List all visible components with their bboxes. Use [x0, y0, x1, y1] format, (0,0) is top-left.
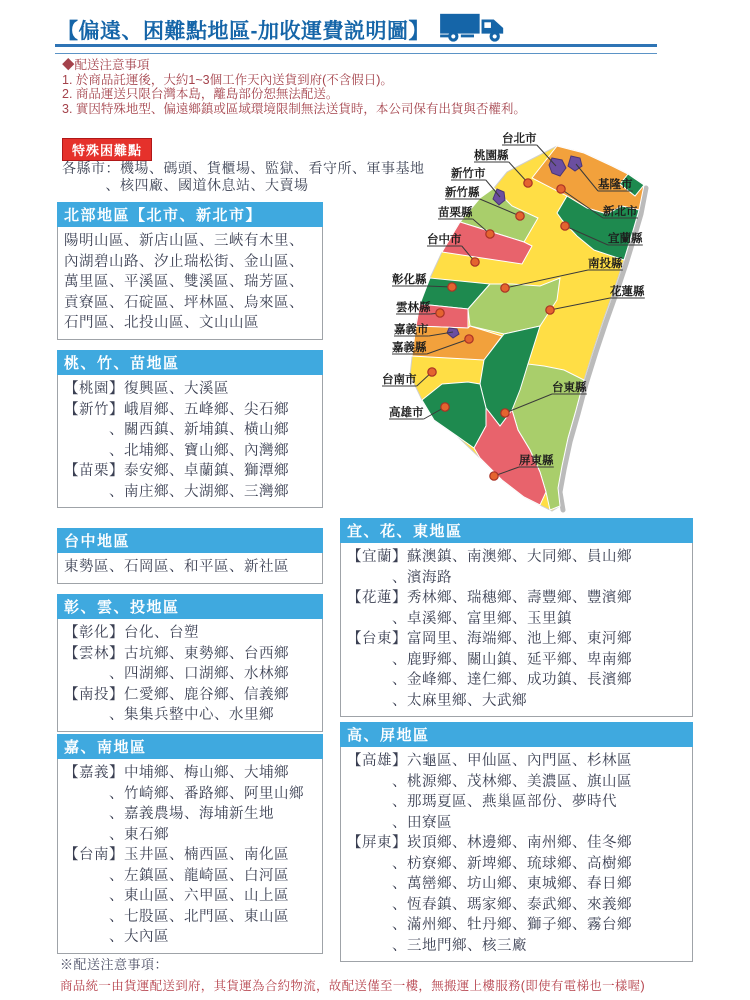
- region-box-title: 高、屏地區: [340, 722, 693, 747]
- svg-text:新北市: 新北市: [603, 206, 638, 218]
- region-box-title: 嘉、南地區: [57, 734, 323, 759]
- svg-text:花蓮縣: 花蓮縣: [610, 286, 645, 298]
- svg-text:台中市: 台中市: [427, 234, 462, 246]
- region-line: 、田寮區: [347, 814, 452, 831]
- region-line: 、南庄鄉、大湖鄉、三灣鄉: [64, 483, 289, 500]
- region-line: 【花蓮】秀林鄉、瑞穗鄉、壽豐鄉、豐濱鄉: [347, 590, 632, 606]
- region-line: 、集集兵整中心、水里鄉: [64, 707, 274, 723]
- region-line: 、竹崎鄉、番路鄉、阿里山鄉: [64, 785, 304, 802]
- region-line: 、大內區: [64, 929, 169, 945]
- region-box-body: [340, 543, 693, 717]
- region-box-title: 台中地區: [57, 528, 323, 553]
- region-line: 內湖碧山路、汐止瑞松街、金山區、: [64, 253, 304, 270]
- region-line: 、四湖鄉、口湖鄉、水林鄉: [64, 666, 289, 682]
- region-box-body: [57, 619, 323, 732]
- svg-text:彰化縣: 彰化縣: [392, 274, 427, 286]
- header: [57, 11, 510, 48]
- note-item: 2. 商品運送只限台灣本島，離島部份恕無法配送。: [62, 87, 339, 101]
- svg-text:南投縣: 南投縣: [588, 258, 623, 270]
- notes-heading: ◆配送注意事項: [62, 58, 150, 72]
- region-line: 【嘉義】中埔鄉、梅山鄉、大埔鄉: [64, 765, 289, 781]
- svg-text:新竹市: 新竹市: [451, 168, 486, 180]
- footer-notes: [60, 954, 645, 994]
- note-item: 1. 於商品託運後，大約1~3個工作天內送貨到府(不含假日)。: [62, 72, 393, 87]
- region-box-body: [57, 759, 323, 954]
- region-line: 【台南】玉井區、楠西區、南化區: [64, 847, 289, 863]
- region-line: 、那瑪夏區、燕巢區部份、夢時代: [347, 794, 617, 810]
- special-line: 、核四廠、國道休息站、大賣場: [62, 176, 309, 193]
- notes-list: [62, 73, 526, 117]
- region-line: 【高雄】六龜區、甲仙區、內門區、杉林區: [347, 753, 632, 769]
- region-box-title: 北部地區【北市、新北市】: [57, 202, 323, 227]
- region-line: 【台東】富岡里、海端鄉、池上鄉、東河鄉: [347, 631, 632, 647]
- svg-text:宜蘭縣: 宜蘭縣: [608, 233, 643, 245]
- region-line: 、濱海路: [347, 569, 452, 586]
- region-line: 【雲林】古坑鄉、東勢鄉、台西鄉: [64, 645, 289, 662]
- region-line: 、太麻里鄉、大武鄉: [347, 692, 527, 709]
- region-line: 、三地門鄉、核三廠: [347, 937, 527, 954]
- region-box-tao-zhu-miao: [57, 350, 323, 508]
- region-line: 、金峰鄉、達仁鄉、成功鎮、長濱鄉: [347, 672, 632, 688]
- region-line: 【新竹】峨眉鄉、五峰鄉、尖石鄉: [64, 401, 289, 418]
- delivery-notes: [62, 58, 526, 116]
- region-box-yi-hua-dong: [340, 518, 693, 717]
- footer-text: 商品統一由貨運配送到府，其貨運為合約物流，故配送僅至一樓，無搬運上樓服務(即使有電梯也一樣喔): [60, 979, 645, 993]
- region-line: 【苗栗】泰安鄉、卓蘭鎮、獅潭鄉: [64, 463, 289, 479]
- region-line: 【南投】仁愛鄉、鹿谷鄉、信義鄉: [64, 686, 289, 703]
- region-line: 、東石鄉: [64, 826, 169, 843]
- footer-heading: ※配送注意事項：: [60, 957, 169, 972]
- region-line: 、七股區、北門區、東山區: [64, 908, 289, 925]
- region-box-title: 宜、花、東地區: [340, 518, 693, 543]
- region-line: 【桃園】復興區、大溪區: [64, 381, 229, 397]
- svg-text:桃園縣: 桃園縣: [474, 150, 509, 162]
- region-line: 、恆春鎮、瑪家鄉、泰武鄉、來義鄉: [347, 896, 632, 913]
- region-line: 【屏東】崁頂鄉、林邊鄉、南州鄉、佳冬鄉: [347, 835, 632, 851]
- special-points-lines: [62, 160, 425, 193]
- region-line: 、卓溪鄉、富里鄉、玉里鎮: [347, 610, 572, 627]
- title-divider: [55, 44, 657, 54]
- region-line: 萬里區、平溪區、雙溪區、瑞芳區、: [64, 274, 304, 290]
- region-box-north: [57, 202, 323, 340]
- region-box-body: [57, 227, 323, 340]
- region-line: 【宜蘭】蘇澳鎮、南澳鄉、大同鄉、員山鄉: [347, 549, 632, 565]
- region-line: 、鹿野鄉、關山鎮、延平鄉、卑南鄉: [347, 651, 632, 668]
- svg-text:新竹縣: 新竹縣: [445, 187, 480, 199]
- svg-text:苗栗縣: 苗栗縣: [438, 207, 473, 219]
- region-line: 、桃源鄉、茂林鄉、美濃區、旗山區: [347, 773, 632, 790]
- region-box-chang-yun-tou: [57, 594, 323, 732]
- region-box-gao-ping: [340, 722, 693, 962]
- svg-text:嘉義市: 嘉義市: [394, 324, 429, 336]
- note-item: 3. 實因特殊地型、偏遠鄉鎮或區域環境限制無法送貨時，本公司保有出貨與否權利。: [62, 101, 526, 116]
- page-title: 【偏遠、困難點地區-加收運費説明圖】: [57, 19, 430, 43]
- taiwan-map: [372, 128, 702, 518]
- region-box-jia-nan: [57, 734, 323, 954]
- region-line: 東勢區、石岡區、和平區、新社區: [64, 559, 289, 575]
- region-box-body: [340, 747, 693, 962]
- region-line: 、左鎮區、龍崎區、白河區: [64, 867, 289, 884]
- truck-icon: [438, 11, 510, 48]
- svg-text:基隆市: 基隆市: [598, 179, 633, 191]
- svg-text:高雄市: 高雄市: [389, 407, 424, 419]
- svg-text:雲林縣: 雲林縣: [396, 302, 431, 314]
- region-box-body: [57, 375, 323, 508]
- region-line: 、關西鎮、新埔鎮、橫山鄉: [64, 422, 289, 438]
- region-box-taichung: [57, 528, 323, 584]
- svg-text:台東縣: 台東縣: [552, 382, 587, 394]
- special-line: 各縣市：機場、碼頭、貨櫃場、監獄、看守所、軍事基地: [62, 160, 425, 176]
- region-line: 、嘉義農場、海埔新生地: [64, 806, 274, 822]
- special-points-badge: 特殊困難點: [62, 138, 152, 161]
- region-box-title: 桃、竹、苗地區: [57, 350, 323, 375]
- region-line: 、北埔鄉、寶山鄉、內灣鄉: [64, 442, 289, 459]
- region-line: 【彰化】台化、台塑: [64, 625, 199, 641]
- region-line: 、東山區、六甲區、山上區: [64, 888, 289, 904]
- svg-text:台北市: 台北市: [502, 133, 537, 145]
- region-line: 陽明山區、新店山區、三峽有木里、: [64, 233, 304, 249]
- region-line: 、枋寮鄉、新埤鄉、琉球鄉、高樹鄉: [347, 855, 632, 872]
- svg-text:屏東縣: 屏東縣: [519, 455, 554, 467]
- svg-text:台南市: 台南市: [382, 374, 417, 386]
- region-box-body: [57, 553, 323, 584]
- region-box-title: 彰、雲、投地區: [57, 594, 323, 619]
- region-line: 、滿州鄉、牡丹鄉、獅子鄉、霧台鄉: [347, 917, 632, 933]
- svg-text:嘉義縣: 嘉義縣: [392, 342, 427, 354]
- region-line: 貢寮區、石碇區、坪林區、烏來區、: [64, 294, 304, 311]
- region-line: 石門區、北投山區、文山山區: [64, 315, 259, 331]
- region-line: 、萬巒鄉、坊山鄉、東城鄉、春日鄉: [347, 876, 632, 892]
